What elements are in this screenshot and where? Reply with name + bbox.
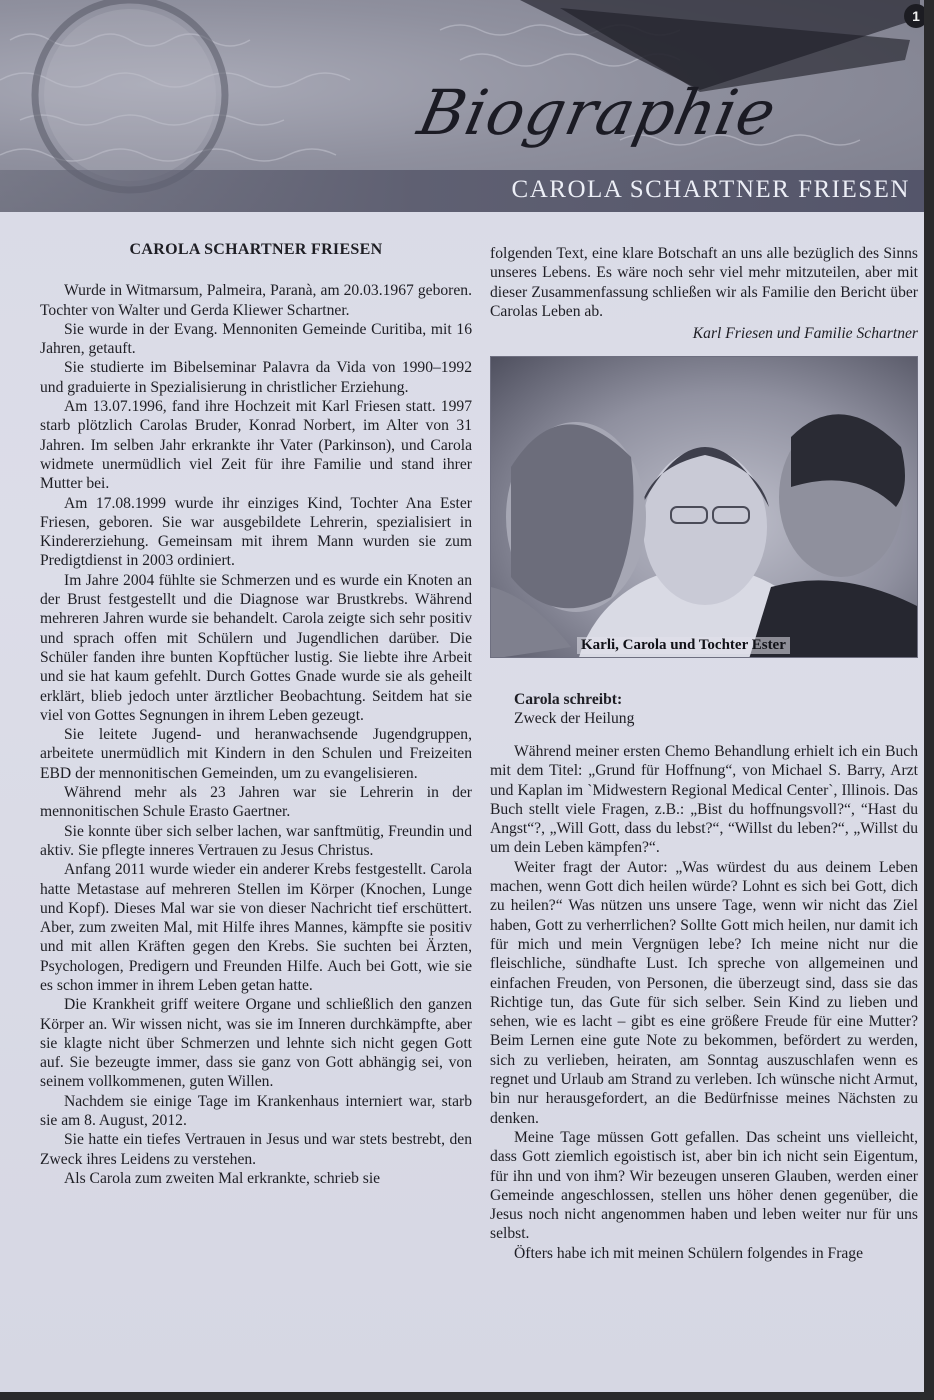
paragraph: Sie studierte im Bibelseminar Palavra da Vida von 1990–1992 und graduierte in Spezialisierung in christlicher Erziehung. xyxy=(40,359,472,396)
right-column-text xyxy=(490,742,918,1263)
paragraph: Als Carola zum zweiten Mal erkrankte, schrieb sie xyxy=(64,1169,381,1187)
paragraph: folgenden Text, eine klare Botschaft an uns alle bezüglich des Sinns unseres Lebens. Es wäre noch sehr viel mehr mitzuteilen, aber mit dieser Zusammenfassung schließen wir als Familie den Bericht über Carolas Leben ab. xyxy=(490,245,918,320)
paragraph: Während mehr als 23 Jahren war sie Lehrerin in der mennonitischen Schule Erasto Gaertner. xyxy=(40,784,472,821)
photo-illustration xyxy=(491,357,918,658)
paragraph: Anfang 2011 wurde wieder ein anderer Krebs festgestellt. Carola hatte Metastase auf mehreren Stellen im Körper (Knochen, Lunge und Kopf). Dieses Mal war sie von dieser Nachricht tief erschüttert. Aber, zum zweiten Mal, mit Hilfe ihres Mannes, kämpfte sie positiv und mit allen Kräften gegen den Krebs. Sie suchten bei Ärzten, Psychologen, Predigern und Freunden Hilfe. Auch bei Gott, wie sie es schon immer in ihrem Leben getan hatte. xyxy=(40,861,472,994)
subsection-title: Carola schreibt: xyxy=(514,691,623,708)
article-title: CAROLA SCHARTNER FRIESEN xyxy=(129,241,383,258)
paragraph: Im Jahre 2004 fühlte sie Schmerzen und es wurde ein Knoten an der Brust festgestellt und die Diagnose war Brustkrebs. Während mehreren Jahren wurde sie behandelt. Carola zeigte sich sehr positiv und sprach offen mit Schülern und Jugendlichen darüber. Die Schüler fanden ihre bunten Kopftücher lustig. Sie liebte ihre Arbeit und sie hat kaum gefehlt. Durch Gottes Gnade wurde sie als geheilt erklärt, blieb jedoch unter ärztlicher Beobachtung. Seitdem hat sie viel von Gottes Segnungen in ihrem Leben gezeugt. xyxy=(40,571,472,724)
paragraph: Sie wurde in der Evang. Mennoniten Gemeinde Curitiba, mit 16 Jahren, getauft. xyxy=(40,320,472,358)
left-column xyxy=(40,240,472,1188)
page-bottom-edge xyxy=(0,1392,934,1400)
paragraph: Während meiner ersten Chemo Behandlung erhielt ich ein Buch mit dem Titel: „Grund für Hoffnung“, von Michael S. Barry, Arzt und Kaplan im `Midwestern Regional Medical Center`, Illinois. Das Buch stellt viele Fragen, z.B.: „Bist du hoffnungsvoll?“, “Hast du Angst“?, „Will Gott, dass du lebst?“, “Willst du leben?“, „Willst du um dein Leben kämpfen?“. xyxy=(490,743,918,857)
paragraph: Sie hatte ein tiefes Vertrauen in Jesus und war stets bestrebt, den Zweck ihres Leidens zu verstehen. xyxy=(40,1131,472,1168)
subsection-subtitle: Zweck der Heilung xyxy=(514,710,635,728)
paragraph: Wurde in Witmarsum, Palmeira, Paranà, am 20.03.1967 geboren. Tochter von Walter und Gerda Kliewer Schartner. xyxy=(40,282,472,319)
paragraph: Sie leitete Jugend- und heranwachsende Jugendgruppen, arbeitete unermüdlich mit Kindern in den Schulen und Freizeiten EBD der mennonitischen Gemeinden, um zu evangelisieren. xyxy=(40,726,472,782)
paragraph: Die Krankheit griff weitere Organe und schließlich den ganzen Körper an. Wir wissen nicht, was sie im Inneren durchkämpfte, aber sie klagte nicht über Schmerzen und lehnte sich nicht gegen Gott auf. Sie bezeugte immer, dass sie ganz von Gott abhängig sei, von seinem vollkommenen, guten Willen. xyxy=(40,996,472,1091)
header-banner xyxy=(0,0,924,212)
paragraph: Nachdem sie einige Tage im Krankenhaus interniert war, starb sie am 8. August, 2012. xyxy=(40,1092,472,1130)
paragraph: Sie konnte über sich selber lachen, war sanftmütig, Freundin und aktiv. Sie pflegte inneres Vertrauen zu Jesus Christus. xyxy=(40,822,472,859)
paragraph: Meine Tage müssen Gott gefallen. Das scheint uns vielleicht, dass Gott ziemlich egoistisch ist, aber bin ich nicht sein Eigentum, für ihn und von ihm? Wir bezeugen unseren Glauben, werden einer Gemeinde angeschlossen, stellen uns höher denen gegenüber, die Jesus noch nicht angenommen haben und leben weiter nur für uns selbst. xyxy=(490,1128,918,1243)
paragraph: Am 13.07.1996, fand ihre Hochzeit mit Karl Friesen statt. 1997 starb plötzlich Carolas Bruder, Konrad Norbert, im Alter von 31 Jahren. Im selben Jahr erkrankte ihr Vater (Parkinson), und Carola widmete unermüdlich viel Zeit für ihre Familie und stand ihrer Mutter bei. xyxy=(40,398,472,493)
section-title-biographie: Biographie xyxy=(412,76,783,149)
paragraph: Am 17.08.1999 wurde ihr einziges Kind, Tochter Ana Ester Friesen, geboren. Sie war ausgebildete Lehrerin, spezialisiert in Kindererziehung. Gemeinsam mit ihrem Mann wurden sie zum Predigtdienst in 2003 ordiniert. xyxy=(40,494,472,570)
header-person-name: CAROLA SCHARTNER FRIESEN xyxy=(511,176,910,203)
photo-caption: Karli, Carola und Tochter Ester xyxy=(577,637,790,654)
paragraph: Weiter fragt der Autor: „Was würdest du aus deinem Leben machen, wenn Gott dich heilen würde? Lohnt es sich bei Gott, dich zu heilen?“ Was nützen uns unsere Tage, wenn wir nicht das Ziel haben, Gott zu verherrlichen? Sollte Gott mich heilen, nur damit ich für mich und mein Vergnügen lebe? Ich meine nicht nur die fleischliche, sündhafte Lust. Ich spreche von allgemeinen und einfachen Freuden, von Personen, die überzeugt sind, dass sie das Richtige tun, das Gute für sich selber. Sein Kind zu lieben und sehen, wie es lacht – gibt es eine größere Freude für eine Mutter? Beim Lernen eine gute Note zu bekommen, befördert zu werden, sich zu verlieben, heiraten, am Sonntag auszuschlafen wenn es regnet und Urlaub am Strand zu verleben. Ich wünsche nicht Armut, bin nur herausgefordert, an die Bedürfnisse meines Nächsten zu denken. xyxy=(490,858,918,1127)
article-signature: Karl Friesen und Familie Schartner xyxy=(692,325,918,343)
right-column-intro xyxy=(490,244,918,343)
page-number-badge: 1 xyxy=(904,4,924,28)
subsection-heading xyxy=(514,690,918,741)
family-photo xyxy=(490,356,918,658)
paragraph: Öfters habe ich mit meinen Schülern folgendes in Frage xyxy=(514,1244,864,1262)
